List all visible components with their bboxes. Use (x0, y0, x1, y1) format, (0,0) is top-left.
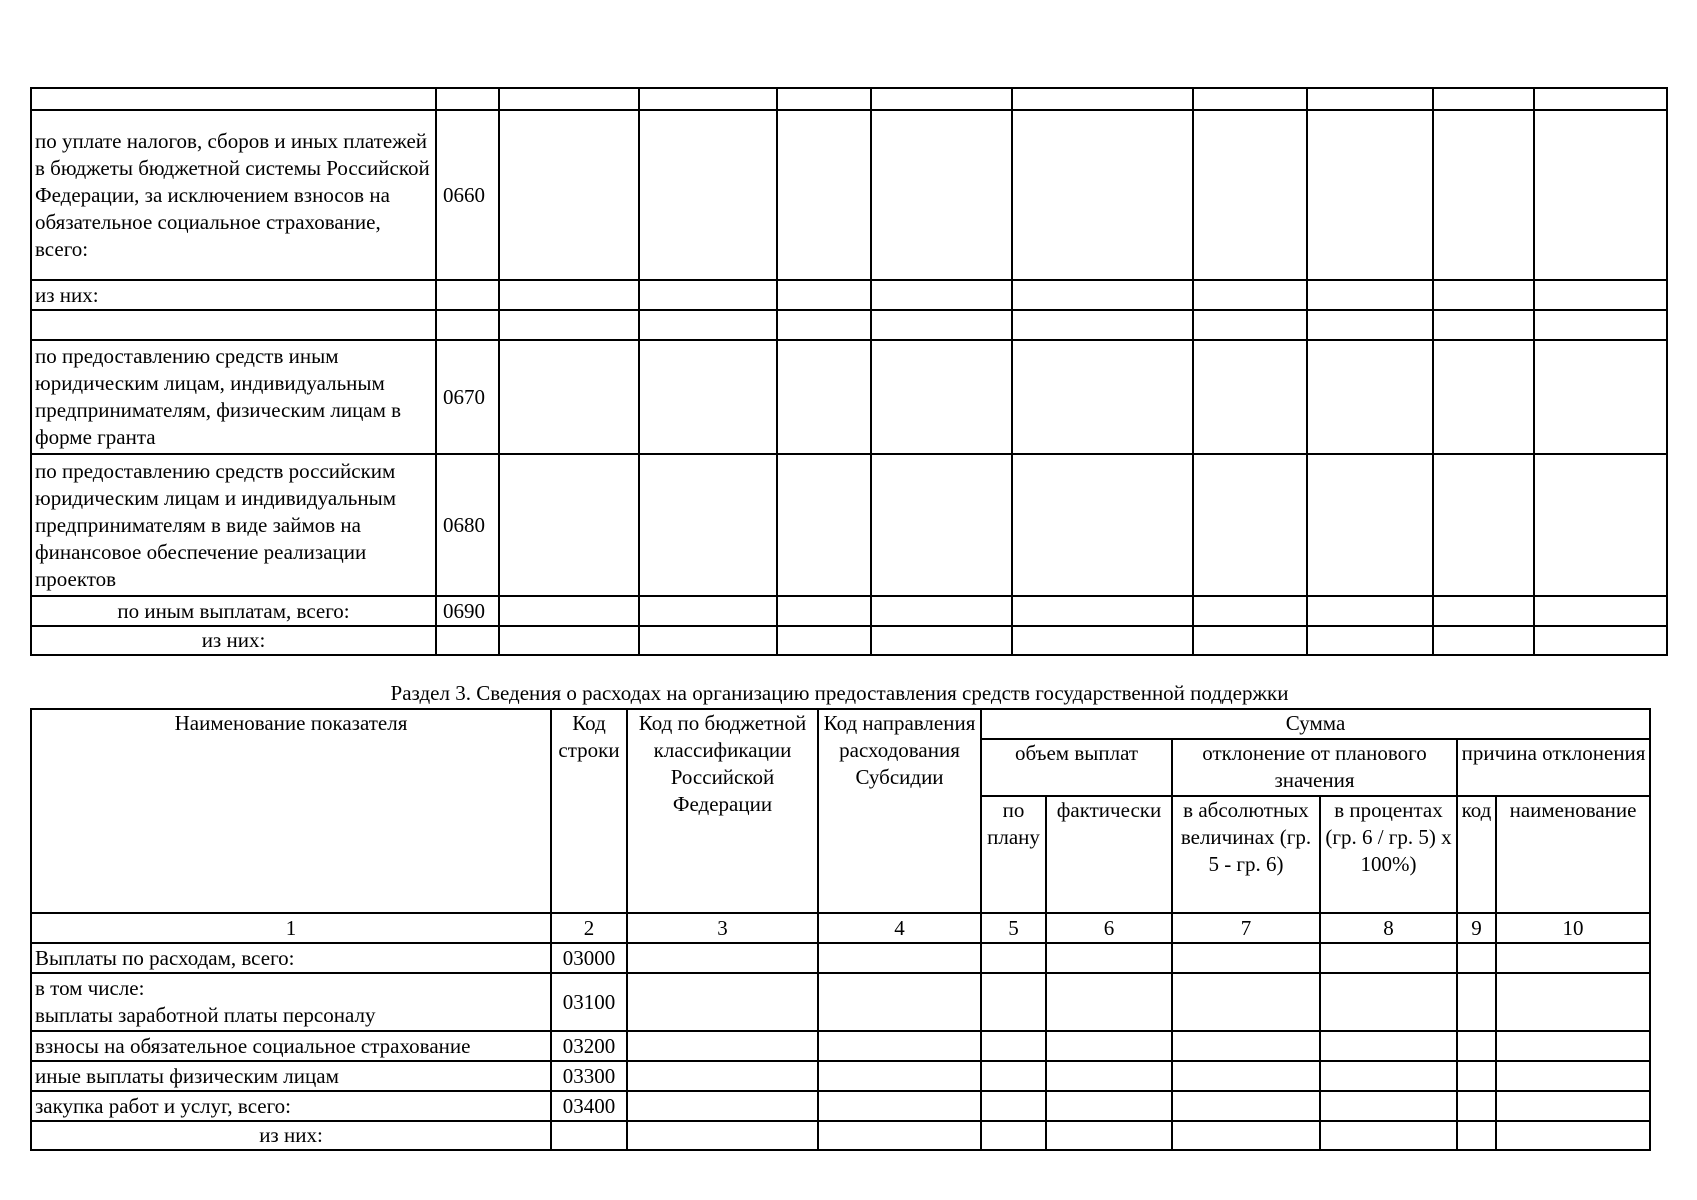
table-row (31, 626, 1667, 655)
header-direction-code: Код направления расходования Субсидии (818, 709, 981, 913)
column-number: 6 (1046, 913, 1172, 943)
column-number: 3 (627, 913, 818, 943)
table-section-2-continued (30, 87, 1668, 656)
row-code (551, 1121, 627, 1150)
column-number: 10 (1496, 913, 1650, 943)
row-code: 0680 (436, 454, 499, 596)
table-row (31, 340, 1667, 454)
table-row (31, 310, 1667, 340)
row-name: Выплаты по расходам, всего: (31, 943, 551, 973)
header-row (31, 709, 1650, 739)
row-name: из них: (31, 626, 436, 655)
table-row (31, 1121, 1650, 1150)
row-code: 0690 (436, 596, 499, 626)
row-name: по предоставлению средств российским юридическим лицам и индивидуальным предпринимателям в виде займов на финансовое обеспечение реализации проектов (31, 454, 436, 596)
header-budget-classification: Код по бюджетной классификации Российской Федерации (627, 709, 818, 913)
row-code (436, 88, 499, 110)
row-code: 03000 (551, 943, 627, 973)
row-name: из них: (31, 280, 436, 310)
row-name (31, 973, 551, 1031)
row-name: по предоставлению средств иным юридическим лицам, индивидуальным предпринимателям, физическим лицам в форме гранта (31, 340, 436, 454)
header-plan: по плану (981, 796, 1046, 913)
row-code: 03400 (551, 1091, 627, 1121)
header-reason-name: наименование (1496, 796, 1650, 913)
column-number: 5 (981, 913, 1046, 943)
row-name: по иным выплатам, всего: (31, 596, 436, 626)
row-code: 03100 (551, 973, 627, 1031)
table-row (31, 280, 1667, 310)
header-actual: фактически (1046, 796, 1172, 913)
row-name: закупка работ и услуг, всего: (31, 1091, 551, 1121)
table-row (31, 943, 1650, 973)
header-payments-volume: объем выплат (981, 739, 1172, 796)
table-section-3 (30, 708, 1651, 1151)
header-deviation: отклонение от планового значения (1172, 739, 1457, 796)
row-name-line: выплаты заработной платы персоналу (35, 1003, 376, 1027)
column-number: 4 (818, 913, 981, 943)
row-name (31, 88, 436, 110)
column-number: 7 (1172, 913, 1320, 943)
row-name (31, 310, 436, 340)
row-code: 0660 (436, 110, 499, 280)
row-code: 0670 (436, 340, 499, 454)
table-row (31, 596, 1667, 626)
header-row-code: Код строки (551, 709, 627, 913)
row-code (436, 280, 499, 310)
row-code (436, 626, 499, 655)
section-3-title: Раздел 3. Сведения о расходах на организацию предоставления средств государственной поддержки (390, 681, 1289, 705)
table-row (31, 973, 1650, 1031)
header-percent: в процентах (гр. 6 / гр. 5) x 100%) (1320, 796, 1457, 913)
table-row (31, 1061, 1650, 1091)
column-number: 1 (31, 913, 551, 943)
row-name: по уплате налогов, сборов и иных платежей в бюджеты бюджетной системы Российской Федерации, за исключением взносов на обязательное социальное страхование, всего: (31, 110, 436, 280)
header-absolute: в абсолютных величинах (гр. 5 - гр. 6) (1172, 796, 1320, 913)
header-deviation-reason: причина отклонения (1457, 739, 1650, 796)
column-number: 8 (1320, 913, 1457, 943)
header-sum: Сумма (981, 709, 1650, 739)
row-name: из них: (31, 1121, 551, 1150)
column-number: 9 (1457, 913, 1496, 943)
row-code: 03300 (551, 1061, 627, 1091)
table-row (31, 1091, 1650, 1121)
header-name: Наименование показателя (31, 709, 551, 913)
column-number: 2 (551, 913, 627, 943)
row-name: взносы на обязательное социальное страхование (31, 1031, 551, 1061)
table-row (31, 88, 1667, 110)
header-reason-code: код (1457, 796, 1496, 913)
row-code: 03200 (551, 1031, 627, 1061)
column-numbers-row (31, 913, 1650, 943)
table-row (31, 1031, 1650, 1061)
table-row (31, 110, 1667, 280)
row-name-line: в том числе: (35, 976, 145, 1000)
table-row (31, 454, 1667, 596)
row-name: иные выплаты физическим лицам (31, 1061, 551, 1091)
row-code (436, 310, 499, 340)
